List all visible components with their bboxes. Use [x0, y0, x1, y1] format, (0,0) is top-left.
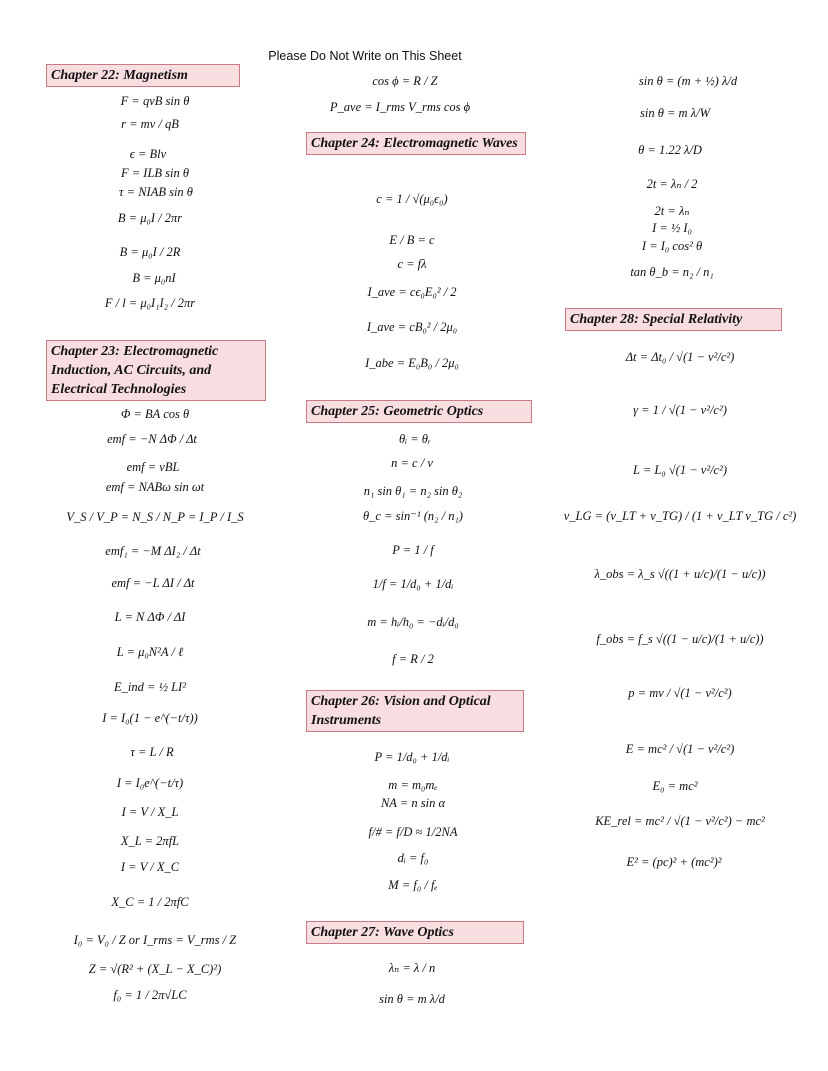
equation: v_LG = (v_LT + v_TG) / (1 + v_LT v_TG / c²) [563, 509, 797, 523]
equation: m = m₀mₑ [388, 778, 438, 792]
chapter-28-title: Chapter 28: Special Relativity [565, 308, 782, 331]
chapter-27-title: Chapter 27: Wave Optics [306, 921, 524, 944]
equation: P = 1 / f [392, 543, 434, 557]
equation: L = μ₀N²A / ℓ [116, 645, 184, 659]
equation: Φ = BA cos θ [120, 407, 190, 421]
equation: sin θ = (m + ½) λ/d [638, 74, 738, 88]
equation: E_ind = ½ LI² [114, 680, 186, 694]
equation: f₀ = 1 / 2π√LC [113, 988, 187, 1002]
equation: c = 1 / √(μ₀ϵ₀) [376, 192, 448, 206]
equation: p = mv / √(1 − v²/c²) [628, 686, 732, 700]
notice: Please Do Not Write on This Sheet [268, 49, 462, 63]
equation: I_abe = E₀B₀ / 2μ₀ [365, 356, 459, 370]
equation: f_obs = f_s √((1 − u/c)/(1 + u/c)) [596, 632, 764, 646]
equation: X_C = 1 / 2πfC [111, 895, 189, 909]
equation: E = mc² / √(1 − v²/c²) [625, 742, 735, 756]
chapter-26-title: Chapter 26: Vision and Optical Instruments [306, 690, 524, 732]
equation: I = I₀ cos² θ [641, 239, 703, 253]
equation: 1/f = 1/d₀ + 1/dᵢ [372, 577, 454, 591]
equation: emf = vBL [126, 460, 180, 474]
equation: λ_obs = λ_s √((1 + u/c)/(1 − u/c)) [594, 567, 766, 581]
equation: X_L = 2πfL [120, 834, 180, 848]
equation: tan θ_b = n₂ / n₁ [630, 265, 714, 279]
equation: n = c / v [391, 456, 433, 470]
equation: θᵢ = θᵣ [398, 432, 432, 446]
equation: F / l = μ₀I₁I₂ / 2πr [104, 296, 196, 310]
equation: τ = NIAB sin θ [119, 185, 193, 199]
equation: θ = 1.22 λ/D [638, 143, 702, 157]
equation: I_ave = cB₀² / 2μ₀ [366, 320, 458, 334]
chapter-24-title: Chapter 24: Electromagnetic Waves [306, 132, 526, 155]
equation: V_S / V_P = N_S / N_P = I_P / I_S [66, 510, 244, 524]
equation: M = f₀ / fₑ [388, 878, 438, 892]
equation: emf = −L ΔI / Δt [111, 576, 195, 590]
equation: I_ave = cϵ₀E₀² / 2 [367, 285, 457, 299]
equation: 2t = λₙ / 2 [646, 177, 698, 191]
equation: dᵢ = f₀ [397, 851, 429, 865]
equation: P = 1/d₀ + 1/dᵢ [374, 750, 450, 764]
equation: f/# = f/D ≈ 1/2NA [368, 825, 458, 839]
equation: P_ave = I_rms V_rms cos ϕ [329, 100, 471, 114]
equation: I = V / X_L [121, 805, 179, 819]
equation: emf = NABω sin ωt [105, 480, 205, 494]
equation: NA = n sin α [380, 796, 446, 810]
equation: r = mv / qB [121, 117, 179, 131]
equation: λₙ = λ / n [388, 961, 436, 975]
equation: θ_c = sin⁻¹ (n₂ / n₁) [363, 509, 463, 523]
equation: c = fλ [397, 257, 427, 271]
equation: B = μ₀I / 2πr [117, 211, 183, 225]
equation: m = hᵢ/h₀ = −dᵢ/d₀ [367, 615, 459, 629]
equation: I₀ = V₀ / Z or I_rms = V_rms / Z [73, 933, 237, 947]
equation: τ = L / R [130, 745, 174, 759]
equation: E / B = c [389, 233, 435, 247]
equation: emf = −N ΔΦ / Δt [107, 432, 197, 446]
equation: F = qvB sin θ [120, 94, 190, 108]
equation: I = V / X_C [120, 860, 180, 874]
equation: f = R / 2 [392, 652, 434, 666]
chapter-22-title: Chapter 22: Magnetism [46, 64, 240, 87]
equation: E₀ = mc² [652, 779, 698, 793]
equation: I = I₀(1 − e^(−t/τ)) [102, 711, 198, 725]
equation: sin θ = m λ/d [379, 992, 445, 1006]
equation: 2t = λₙ [654, 204, 690, 218]
equation: B = μ₀I / 2R [119, 245, 181, 259]
equation: Z = √(R² + (X_L − X_C)²) [88, 962, 222, 976]
equation: emf₁ = −M ΔI₂ / Δt [105, 544, 201, 558]
equation: I = ½ I₀ [652, 221, 692, 235]
equation: L = L₀ √(1 − v²/c²) [632, 463, 728, 477]
equation: Δt = Δt₀ / √(1 − v²/c²) [625, 350, 735, 364]
equation: ϵ = Blv [129, 147, 167, 161]
equation: n₁ sin θ₁ = n₂ sin θ₂ [363, 484, 463, 498]
equation: γ = 1 / √(1 − v²/c²) [633, 403, 727, 417]
chapter-23-title: Chapter 23: Electromagnetic Induction, AC Circuits, and Electrical Technologies [46, 340, 266, 401]
equation: cos ϕ = R / Z [372, 74, 438, 88]
equation: B = μ₀nI [132, 271, 176, 285]
equation: L = N ΔΦ / ΔI [114, 610, 186, 624]
equation: KE_rel = mc² / √(1 − v²/c²) − mc² [595, 814, 765, 828]
equation: I = I₀e^(−t/τ) [116, 776, 184, 790]
equation: sin θ = m λ/W [640, 106, 710, 120]
chapter-25-title: Chapter 25: Geometric Optics [306, 400, 532, 423]
equation: F = ILB sin θ [120, 166, 190, 180]
equation: E² = (pc)² + (mc²)² [626, 855, 722, 869]
